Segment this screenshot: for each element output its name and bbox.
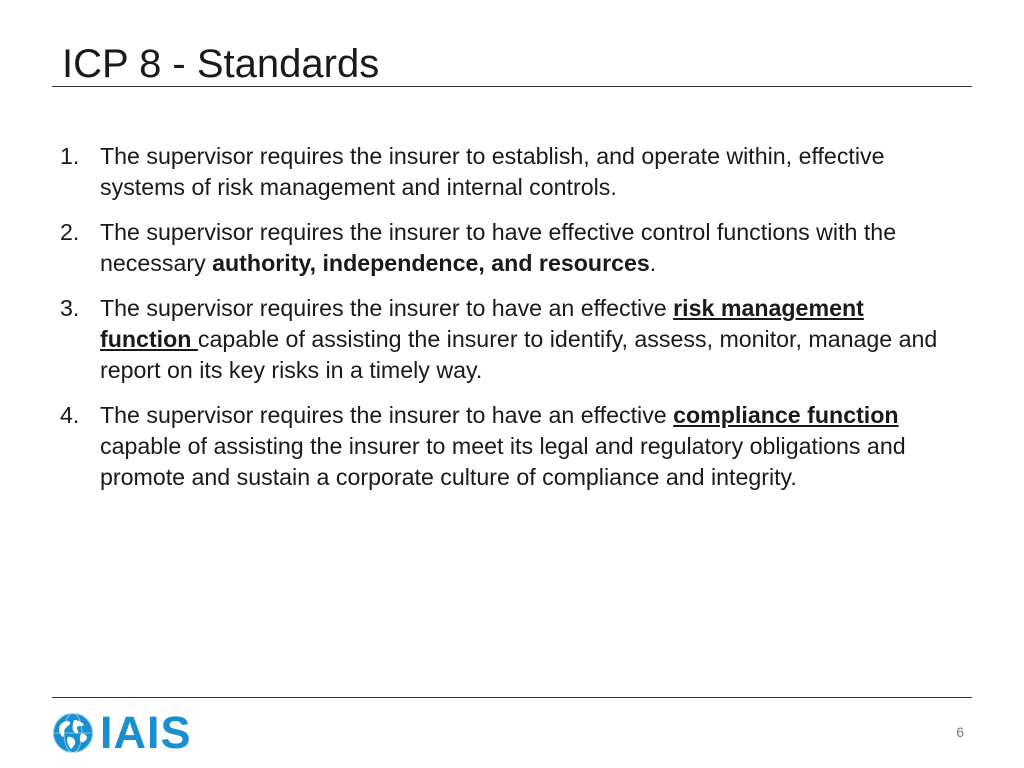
title-divider (52, 86, 972, 87)
logo-text: IAIS (100, 707, 192, 758)
item-number: 1. (60, 143, 80, 169)
iais-logo (52, 707, 192, 758)
item-text (100, 217, 960, 279)
item-text-after: . (649, 250, 657, 276)
item-text (100, 141, 960, 203)
globe-icon (52, 712, 94, 754)
item-number: 2. (60, 219, 80, 245)
item-text-before: The supervisor requires the insurer to have effective control functions with the necessary (100, 219, 897, 276)
item-text-before: The supervisor requires the insurer to have an effective (100, 295, 674, 321)
item-text (100, 400, 960, 493)
item-text-after: capable of assisting the insurer to meet its legal and regulatory obligations and promote and sustain a corporate culture of compliance and integrity. (100, 433, 906, 490)
item-number: 3. (60, 295, 80, 321)
footer-divider (52, 697, 972, 698)
slide-title: ICP 8 - Standards (62, 42, 380, 86)
standard-item-3 (60, 293, 960, 386)
standards-list (60, 141, 960, 507)
item-text-after: capable of assisting the insurer to identify, assess, monitor, manage and report on its key risks in a timely way. (100, 326, 938, 383)
item-text (100, 293, 960, 386)
item-number: 4. (60, 402, 80, 428)
page-number: 6 (956, 724, 964, 740)
standard-item-4 (60, 400, 960, 493)
item-text-bold-underline: compliance function (673, 402, 899, 428)
item-text-bold-underline: risk management function (100, 295, 864, 352)
item-text-bold: authority, independence, and resources (212, 250, 650, 276)
standard-item-1 (60, 141, 960, 203)
item-text-plain: The supervisor requires the insurer to establish, and operate within, effective systems of risk management and internal controls. (100, 143, 885, 200)
item-text-before: The supervisor requires the insurer to have an effective (100, 402, 674, 428)
standard-item-2 (60, 217, 960, 279)
